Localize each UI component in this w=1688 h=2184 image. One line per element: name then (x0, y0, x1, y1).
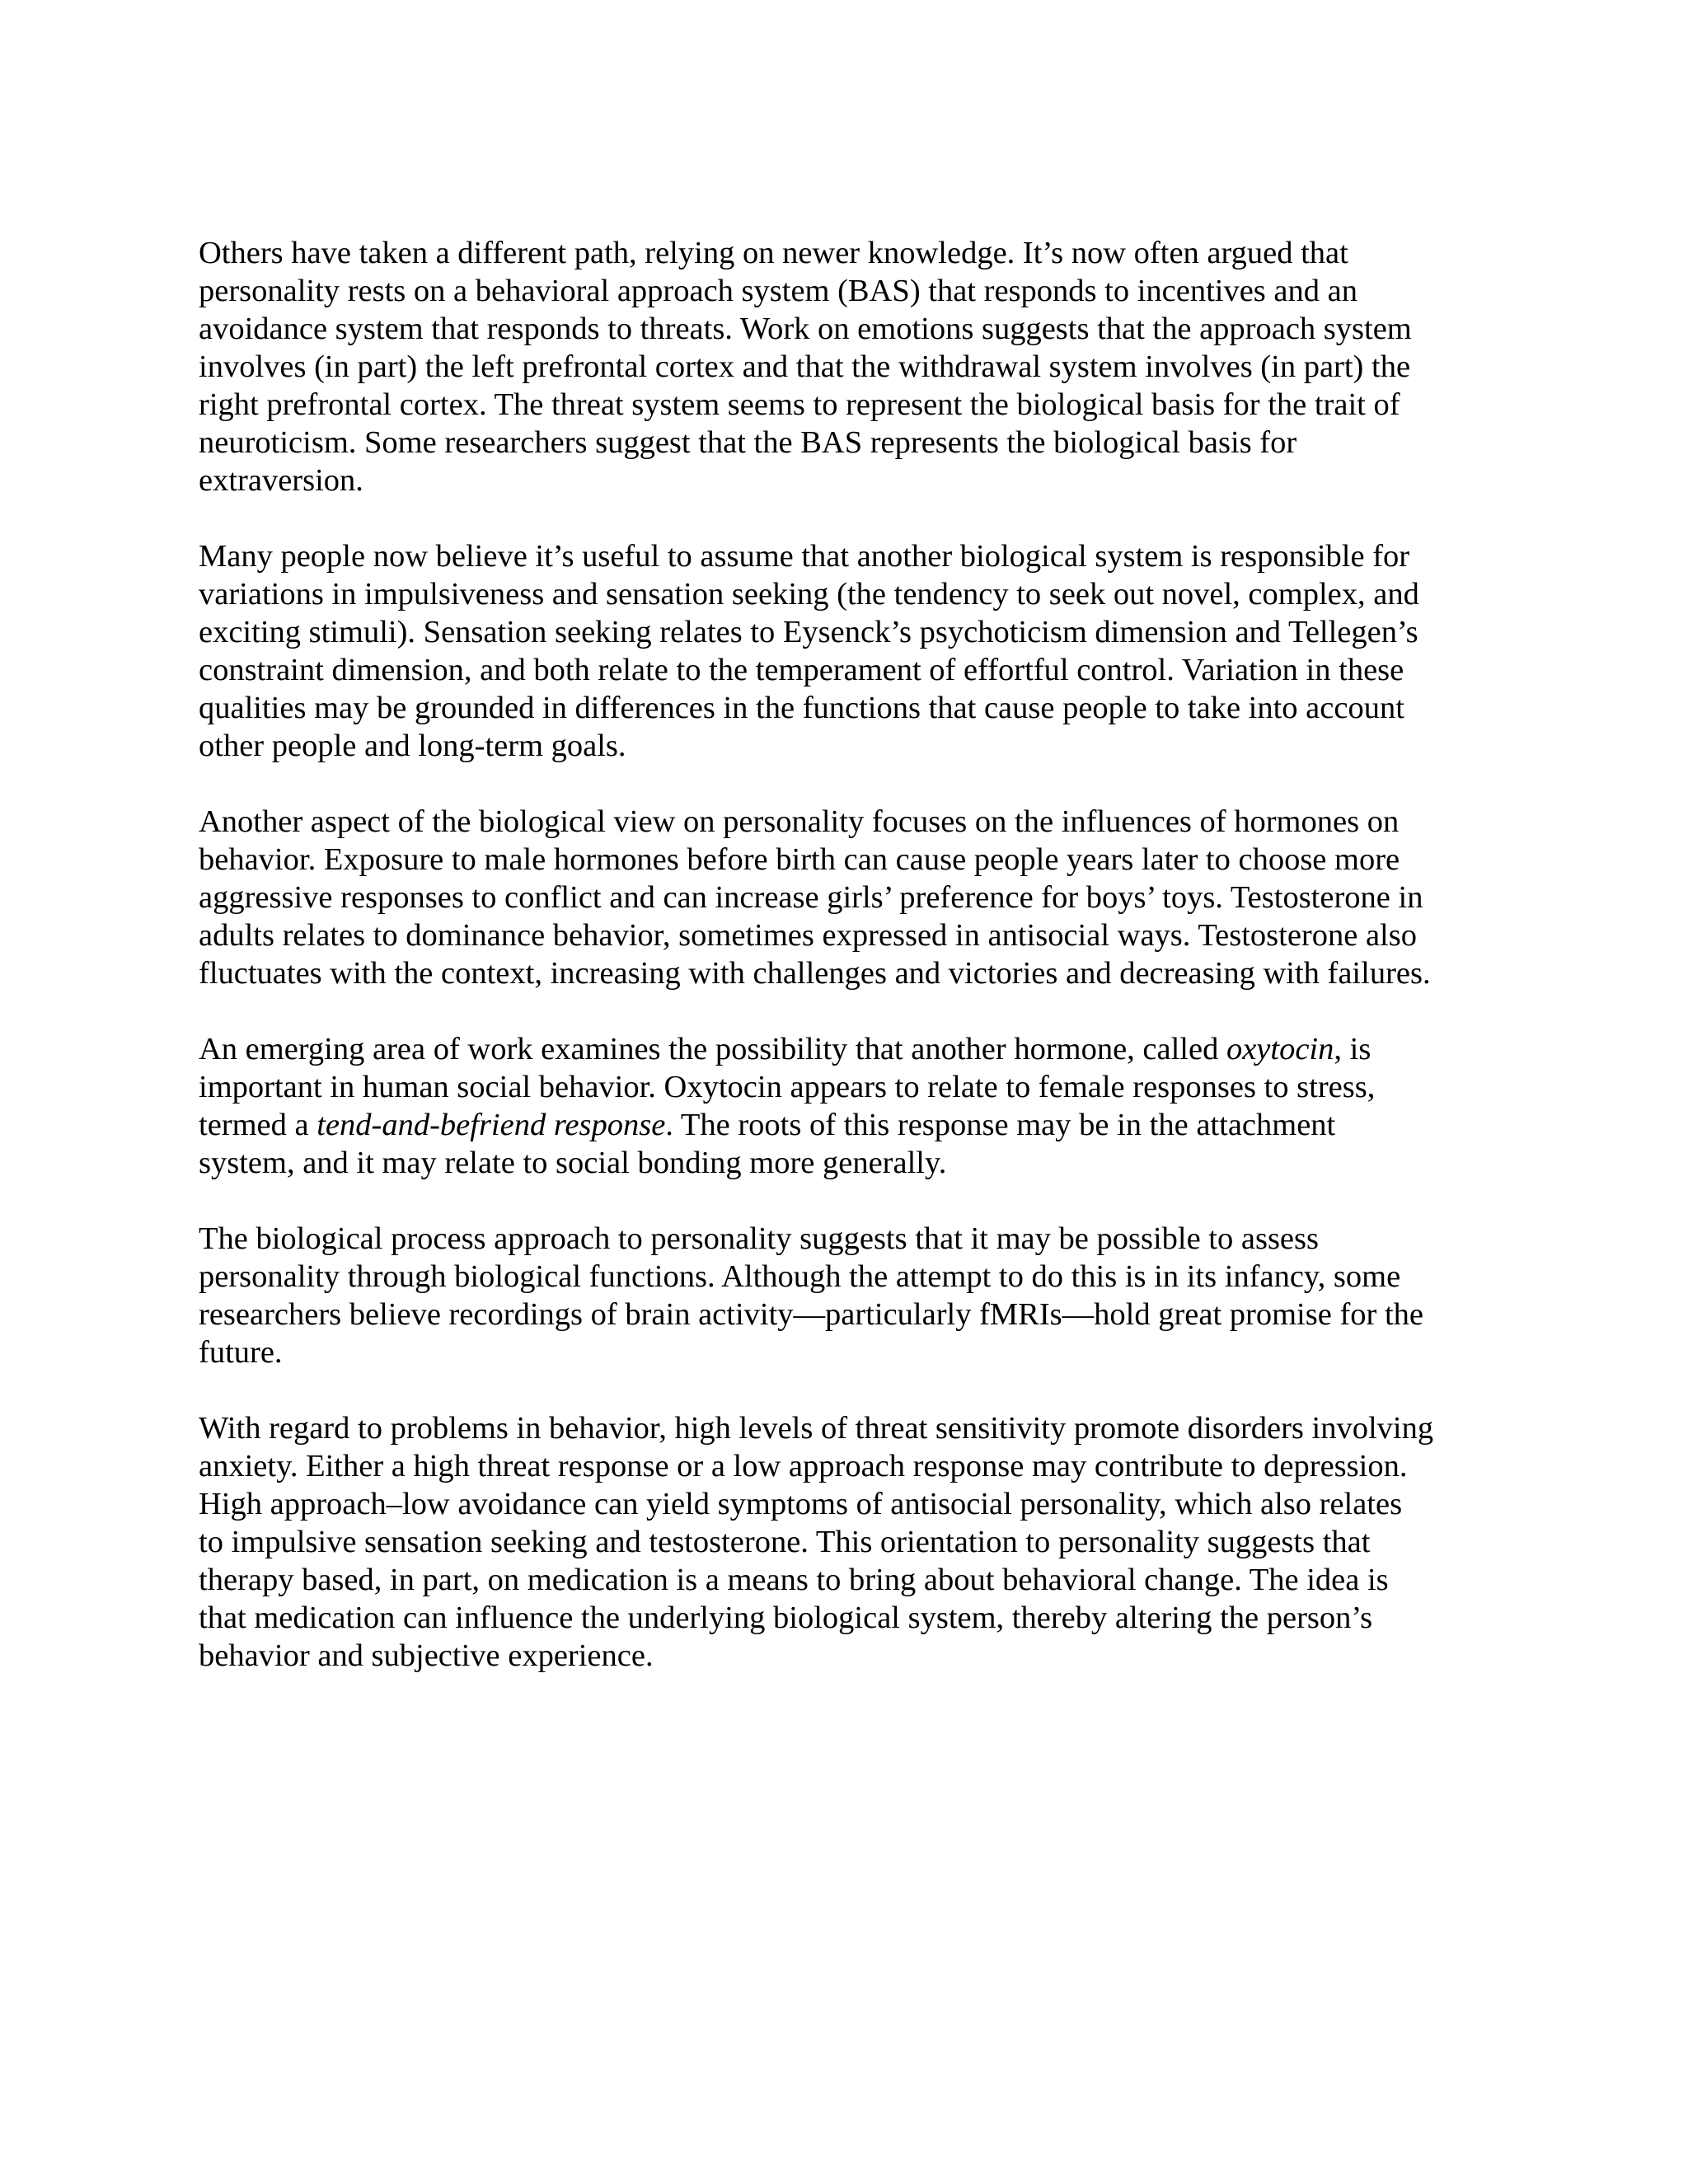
text-line: Others have taken a different path, relying on newer knowledge. It’s now often argued that (199, 236, 1348, 270)
text-line: anxiety. Either a high threat response or a low approach response may contribute to depression. (199, 1449, 1408, 1483)
text-line: constraint dimension, and both relate to the temperament of effortful control. Variation in these (199, 653, 1404, 687)
text-line: personality rests on a behavioral approach system (BAS) that responds to incentives and an (199, 274, 1357, 308)
text-run: termed a (199, 1108, 317, 1142)
text-run: An emerging area of work examines the possibility that another hormone, called (199, 1032, 1226, 1066)
text-line: important in human social behavior. Oxytocin appears to relate to female responses to stress, (199, 1070, 1376, 1104)
text-run: . The roots of this response may be in the attachment (665, 1108, 1336, 1142)
text-line: qualities may be grounded in differences in the functions that cause people to take into account (199, 691, 1404, 725)
text-line: personality through biological functions. Although the attempt to do this is in its infancy, some (199, 1259, 1401, 1294)
text-line (199, 1030, 1493, 1068)
text-line: researchers believe recordings of brain activity—particularly fMRIs—hold great promise for the (199, 1297, 1423, 1332)
text-line: fluctuates with the context, increasing with challenges and victories and decreasing with failures. (199, 956, 1431, 991)
text-line: therapy based, in part, on medication is a means to bring about behavioral change. The idea is (199, 1563, 1389, 1597)
text-line: adults relates to dominance behavior, sometimes expressed in antisocial ways. Testosterone also (199, 918, 1417, 953)
text-line: exciting stimuli). Sensation seeking relates to Eysenck’s psychoticism dimension and Tellegen’s (199, 615, 1418, 649)
text-line: extraversion. (199, 463, 363, 498)
text-line: system, and it may relate to social bonding more generally. (199, 1146, 947, 1180)
text-line: to impulsive sensation seeking and testosterone. This orientation to personality suggests that (199, 1525, 1371, 1559)
text-line: aggressive responses to conflict and can increase girls’ preference for boys’ toys. Testosterone in (199, 880, 1423, 915)
text-line: Another aspect of the biological view on personality focuses on the influences of hormones on (199, 804, 1400, 839)
document-body (199, 234, 1493, 1675)
text-line (199, 1106, 1493, 1144)
paragraph-3 (199, 803, 1493, 992)
text-run: , is (1334, 1032, 1372, 1066)
italic-term: tend-and-befriend response (316, 1108, 666, 1142)
text-line: neuroticism. Some researchers suggest that the BAS represents the biological basis for (199, 425, 1297, 460)
text-line: behavior. Exposure to male hormones before birth can cause people years later to choose more (199, 842, 1400, 877)
paragraph-1 (199, 234, 1493, 499)
paragraph-6 (199, 1409, 1493, 1675)
text-line: High approach–low avoidance can yield symptoms of antisocial personality, which also relates (199, 1487, 1403, 1521)
text-line: With regard to problems in behavior, high levels of threat sensitivity promote disorders involving (199, 1411, 1434, 1446)
paragraph-4 (199, 1030, 1493, 1182)
text-line: other people and long-term goals. (199, 729, 626, 763)
text-line: variations in impulsiveness and sensation seeking (the tendency to seek out novel, complex, and (199, 577, 1419, 612)
text-line: future. (199, 1335, 283, 1370)
italic-term: oxytocin (1226, 1032, 1334, 1066)
text-line: The biological process approach to personality suggests that it may be possible to assess (199, 1221, 1319, 1256)
paragraph-2 (199, 537, 1493, 765)
paragraph-5 (199, 1220, 1493, 1371)
text-line: right prefrontal cortex. The threat system seems to represent the biological basis for the trait of (199, 387, 1400, 422)
text-line: Many people now believe it’s useful to assume that another biological system is responsible for (199, 539, 1410, 574)
text-line: that medication can influence the underlying biological system, thereby altering the person’s (199, 1601, 1373, 1635)
text-line: avoidance system that responds to threats. Work on emotions suggests that the approach system (199, 312, 1412, 346)
text-line: behavior and subjective experience. (199, 1638, 654, 1673)
text-line: involves (in part) the left prefrontal cortex and that the withdrawal system involves (in part) the (199, 349, 1411, 384)
